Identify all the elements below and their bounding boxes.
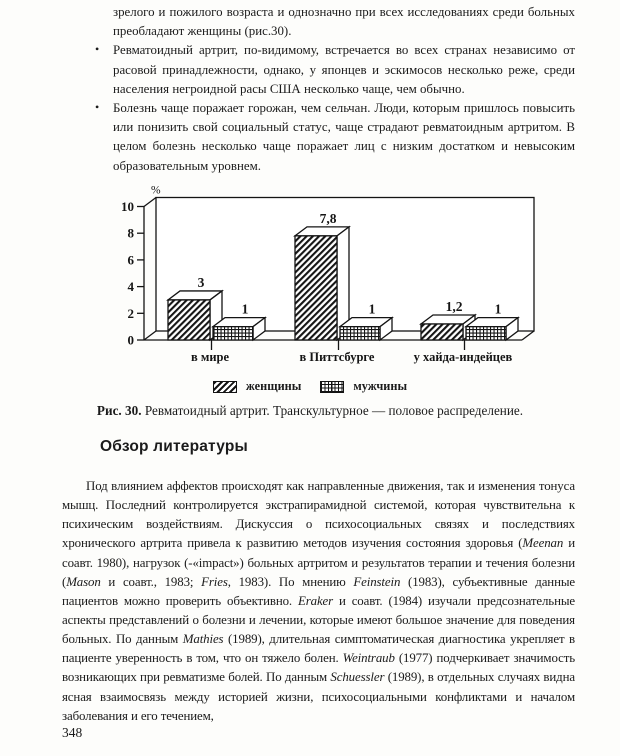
svg-text:%: %	[151, 184, 161, 197]
svg-text:6: 6	[127, 252, 134, 268]
bar-women-1	[295, 227, 349, 340]
paragraph-text-run: и соавт., 1983;	[100, 574, 202, 589]
transcultural-distribution-chart	[112, 178, 562, 370]
svg-text:2: 2	[127, 305, 134, 321]
svg-text:3: 3	[197, 274, 205, 290]
author-name: Mason	[66, 574, 101, 589]
paragraph-text-run: Под влиянием аффектов происходят как направленные движения, так и изменения тонуса мышц. Последний контролируется экстрапирамидной системой, которая чувствительна к психическим воздействиям. Дискуссия о психосоциальных связях и последствиях хронического артрита привела к развитию методов изучения состояния здоровья (	[62, 478, 575, 551]
category-label	[191, 350, 230, 364]
bullet-marker-icon: •	[95, 100, 100, 115]
svg-text:1: 1	[368, 301, 376, 317]
paragraph-text-run: , 1983). По мнению	[227, 574, 354, 589]
author-name: Schuessler	[330, 670, 385, 685]
author-name: Fries	[201, 574, 228, 589]
bar-men-0	[213, 318, 265, 340]
svg-text:в Питтсбурге: в Питтсбурге	[299, 350, 375, 364]
category-label	[300, 350, 375, 364]
svg-text:10: 10	[121, 199, 134, 214]
bullet-item	[95, 41, 575, 99]
chart-legend	[0, 379, 620, 394]
svg-text:1: 1	[494, 301, 502, 317]
author-name: Feinstein	[353, 574, 401, 589]
section-heading: Обзор литературы	[100, 438, 248, 455]
intro-bullet-block	[62, 3, 575, 176]
svg-text:1: 1	[241, 301, 249, 317]
figure-caption-label: Рис. 30.	[96, 403, 142, 418]
legend-swatch-men-icon	[320, 381, 344, 393]
author-name: Meenan	[522, 536, 564, 551]
bullet-item	[95, 99, 575, 176]
svg-text:0: 0	[127, 332, 134, 348]
svg-text:в мире: в мире	[190, 350, 230, 364]
legend-label-women: женщины	[245, 379, 302, 393]
bar-men-1	[340, 318, 392, 340]
legend-label-men: мужчины	[353, 379, 408, 393]
svg-text:у хайда-индейцев: у хайда-индейцев	[413, 350, 513, 364]
bar-men-2	[466, 318, 518, 340]
svg-text:8: 8	[127, 225, 134, 241]
legend-swatch-women-icon	[213, 381, 237, 393]
bullet-marker-icon: •	[95, 42, 100, 57]
paragraph-text-run: (1983), субъективные данные пациентов можно проверить объективно.	[62, 574, 575, 608]
svg-text:7,8: 7,8	[319, 210, 337, 226]
figure-caption-text: Ревматоидный артрит. Транскультурное — половое распределение.	[141, 403, 524, 418]
bullet-item-text: Болезнь чаще поражает горожан, чем сельчан. Люди, которым пришлось повысить или понизить свой социальный статус, чаще страдают ревматоидным артритом. В целом болезнь несколько чаще поражает лиц с низким достатком и невысоким образовательным уровнем.	[113, 101, 575, 173]
author-name: Mathies	[182, 632, 224, 647]
page-number: 348	[62, 725, 83, 740]
author-name: Weintraub	[342, 651, 395, 666]
svg-text:1,2: 1,2	[445, 298, 463, 314]
paragraph-text-run: (1989), длительная симптоматическая диагностика укрепляет в пациенте уверенность в том, что он тяжело болен.	[62, 632, 575, 666]
category-label	[414, 350, 513, 364]
author-name: Eraker	[297, 593, 334, 608]
paragraph-text-run: и соавт. 1980), нагрузок (-«impact») больных артритом и результатов терапии и течения болезни (	[62, 536, 576, 589]
figure-caption	[40, 403, 580, 419]
bullet-item-text: Ревматоидный артрит, по-видимому, встречается во всех странах независимо от расовой принадлежности, однако, у японцев и эскимосов несколько реже, среди населения негроидной расы США несколько чаще, чем обычно.	[113, 43, 575, 96]
paragraph-text-run: (1977) подчеркивает значимость возникающих при ревматизме болей. По данным	[62, 651, 575, 685]
paragraph-text-run: (1989), в отдельных случаях видна ясная взаимосвязь между историей жизни, психосоциальными конфликтами и началом заболевания и его течением,	[62, 670, 575, 723]
literature-review-paragraph	[62, 477, 575, 726]
svg-text:4: 4	[127, 279, 134, 295]
bullet-continuation-text: зрелого и пожилого возраста и однозначно при всех исследованиях среди больных преобладают женщины (рис.30).	[113, 5, 575, 39]
paragraph-text-run: и соавт. (1984) изучали предсознательные аспекты представлений о болезни и лечении, которые имеют большое значение для поведения больных. По данным	[62, 593, 575, 647]
figure-30-bar-chart	[112, 178, 562, 370]
